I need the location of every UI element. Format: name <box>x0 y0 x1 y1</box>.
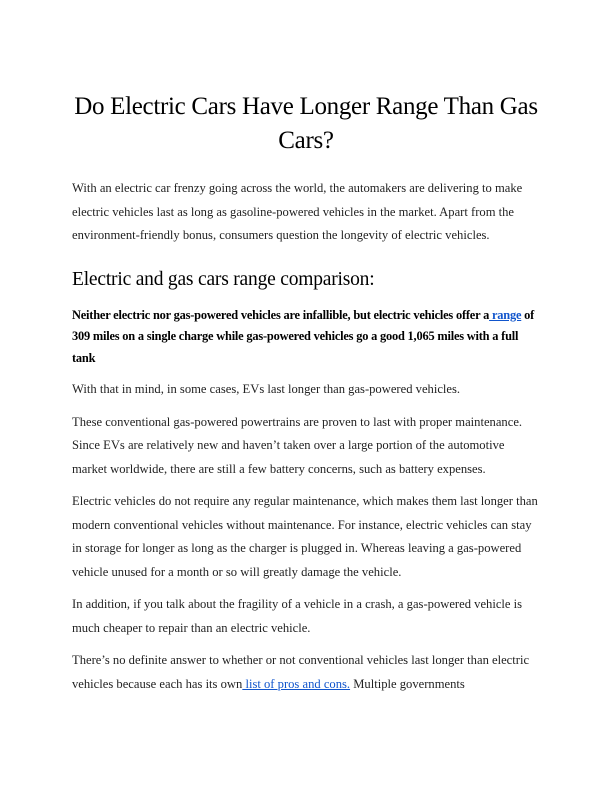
intro-paragraph: With an electric car frenzy going across the world, the automakers are delivering to make electric vehicles last as long as gasoline-powered vehicles in the market. Apart from the environment-friendly bonus, consumers question the longevity of electric vehicles. <box>72 181 523 242</box>
paragraph: Electric vehicles do not require any regular maintenance, which makes them last longer than modern conventional vehicles without maintenance. For instance, electric vehicles can stay in storage for longer as long as the charger is plugged in. Whereas leaving a gas-powered vehicle unused for a month or so will greatly damage the vehicle. <box>72 494 538 579</box>
last-text-before: There’s no definite answer to whether or not conventional vehicles last longer than electric vehicles because each has its own <box>72 653 530 691</box>
range-link[interactable]: range <box>489 307 522 322</box>
lead-text-before: Neither electric nor gas-powered vehicles are infallible, but electric vehicles offer a <box>72 307 490 322</box>
pros-cons-link[interactable]: list of pros and cons. <box>242 676 351 691</box>
paragraph: These conventional gas-powered powertrains are proven to last with proper maintenance. Since EVs are relatively new and haven’t taken over a large portion of the automotive market worldwide, there are still a few battery concerns, such as battery expenses. <box>72 414 523 476</box>
last-text-after: Multiple governments <box>350 676 465 691</box>
last-paragraph <box>72 649 540 696</box>
section-heading: Electric and gas cars range comparison: <box>72 268 375 290</box>
lead-paragraph <box>72 305 540 370</box>
lead-text-after: of 309 miles on a single charge while gas-powered vehicles go a good 1,065 miles with a full tank <box>72 307 535 365</box>
paragraph: With that in mind, in some cases, EVs last longer than gas-powered vehicles. <box>72 382 461 396</box>
page-title: Do Electric Cars Have Longer Range Than Gas Cars? <box>74 93 538 154</box>
paragraph: In addition, if you talk about the fragility of a vehicle in a crash, a gas-powered vehicle is much cheaper to repair than an electric vehicle. <box>72 597 523 635</box>
document-page <box>72 90 540 696</box>
